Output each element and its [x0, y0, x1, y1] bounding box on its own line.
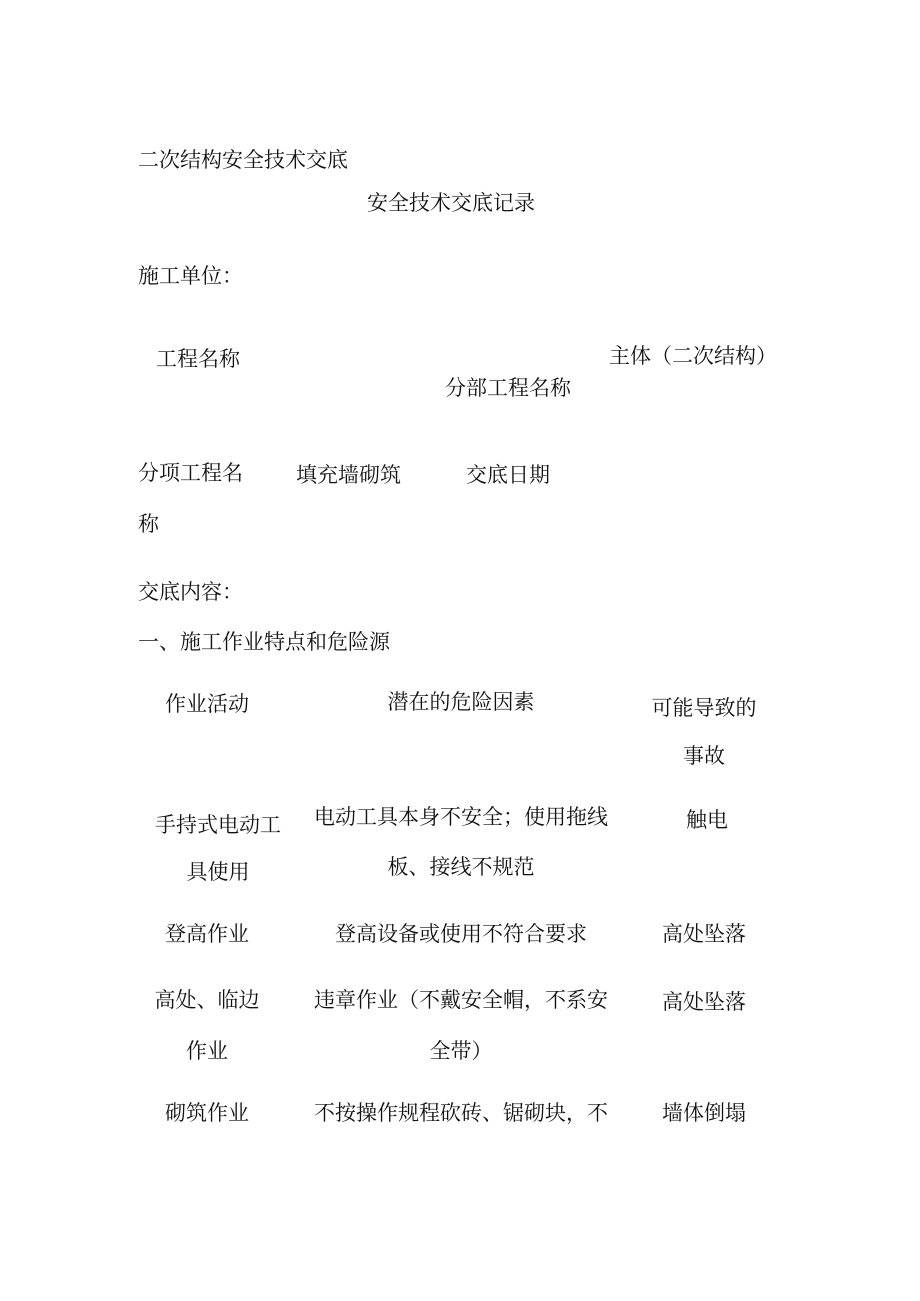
- row1-accident: 触电: [686, 808, 728, 832]
- row4-activity: 砌筑作业: [165, 1101, 249, 1125]
- row3-activity-line1: 高处、临边: [154, 988, 260, 1012]
- division-name-value: 主体（二次结构）: [609, 344, 777, 368]
- section1-heading: 一、施工作业特点和危险源: [138, 630, 390, 654]
- project-name-label: 工程名称: [156, 347, 240, 371]
- row2-hazard: 登高设备或使用不符合要求: [335, 922, 587, 946]
- row3-accident: 高处坠落: [662, 990, 746, 1014]
- header-activity: 作业活动: [165, 692, 249, 716]
- row4-hazard: 不按操作规程砍砖、锯砌块，不: [314, 1101, 608, 1125]
- row1-hazard-line2: 板、接线不规范: [387, 855, 535, 879]
- subitem-label-line2: 称: [138, 512, 159, 536]
- row3-hazard-line2: 全带）: [429, 1039, 493, 1063]
- subitem-value: 填充墙砌筑: [296, 463, 401, 487]
- row3-activity-line2: 作业: [186, 1039, 228, 1063]
- division-name-label: 分部工程名称: [445, 376, 571, 400]
- subitem-label-line1: 分项工程名: [138, 461, 243, 485]
- row1-activity-line2: 具使用: [186, 860, 250, 884]
- row4-accident: 墙体倒塌: [662, 1101, 746, 1125]
- row3-hazard-line1: 违章作业（不戴安全帽，不系安: [314, 988, 608, 1012]
- record-title: 安全技术交底记录: [367, 191, 535, 215]
- row2-accident: 高处坠落: [662, 922, 746, 946]
- row1-activity-line1: 手持式电动工: [155, 813, 281, 837]
- doc-title: 二次结构安全技术交底: [138, 148, 348, 172]
- construction-unit-label: 施工单位：: [138, 264, 243, 288]
- row2-activity: 登高作业: [165, 922, 249, 946]
- content-label: 交底内容：: [138, 580, 243, 604]
- header-hazard: 潜在的危险因素: [387, 690, 535, 714]
- header-accident-line1: 可能导致的: [651, 696, 757, 720]
- date-label: 交底日期: [466, 463, 550, 487]
- row1-hazard-line1: 电动工具本身不安全；使用拖线: [314, 805, 608, 829]
- header-accident-line2: 事故: [683, 744, 725, 768]
